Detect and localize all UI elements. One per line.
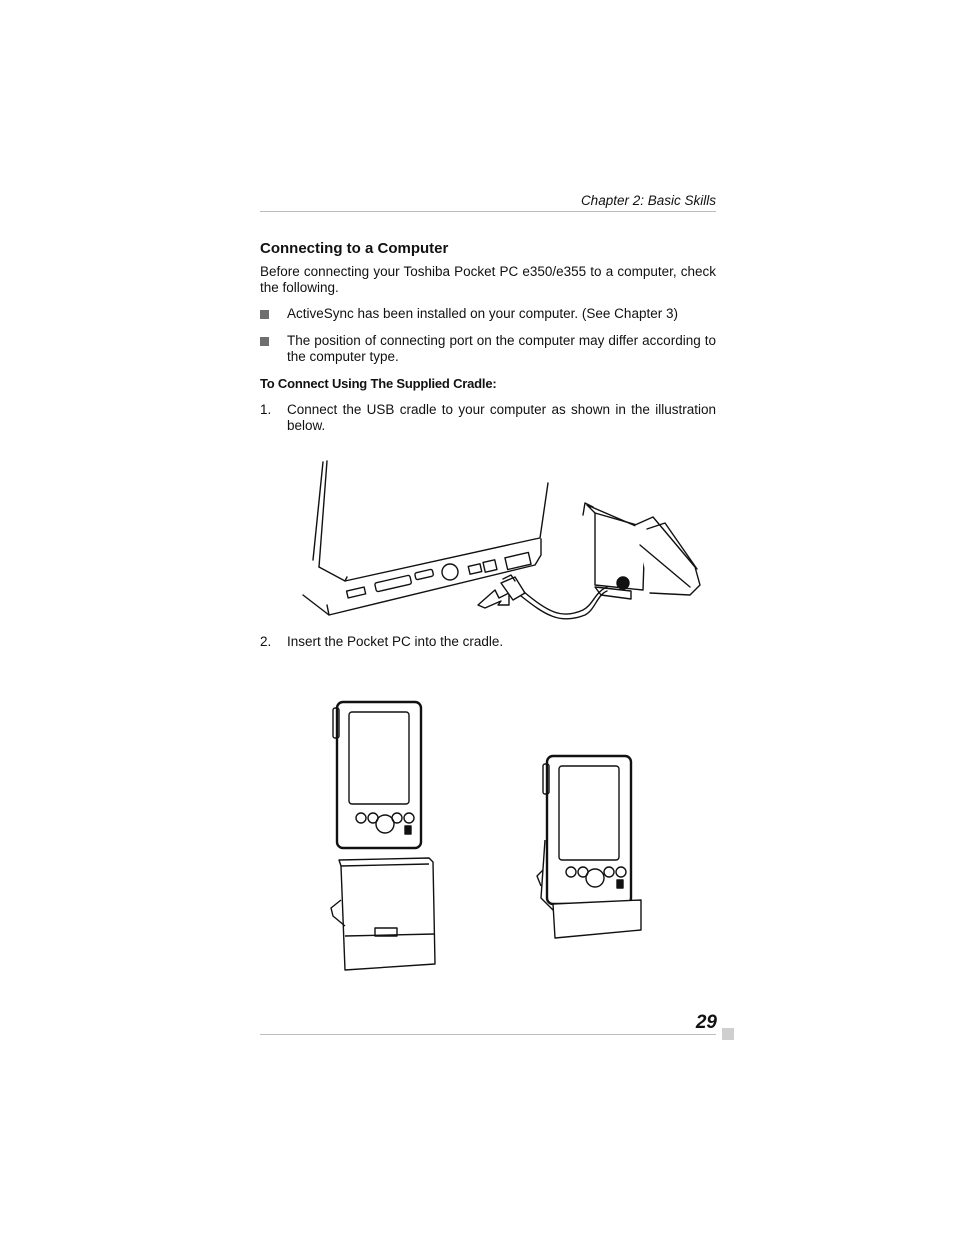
cradle — [331, 858, 435, 970]
page-corner-block — [722, 1028, 734, 1040]
computer-edge-line — [535, 483, 548, 539]
cradle-body — [587, 505, 645, 590]
parallel-port-icon — [375, 575, 412, 592]
computer-usb-cradle-connection-illustration — [295, 455, 707, 630]
subsection-title: To Connect Using The Supplied Cradle: — [260, 376, 497, 391]
footer-rule — [260, 1034, 716, 1035]
computer-edge-line — [313, 462, 323, 560]
step-number: 1. — [260, 402, 272, 417]
bullet-item-2 — [260, 333, 716, 365]
computer-edge-line — [319, 461, 327, 567]
pocket-pc-in-cradle — [537, 756, 641, 938]
step-2 — [260, 634, 716, 650]
bullet-text: ActiveSync has been installed on your computer. (See Chapter 3) — [287, 306, 678, 321]
navigation-pad-icon — [586, 869, 604, 887]
intro-paragraph: Before connecting your Toshiba Pocket PC e350/e355 to a computer, check the following. — [260, 264, 716, 295]
app-button-icon — [404, 813, 414, 823]
pocket-pc-device — [333, 702, 421, 848]
running-header: Chapter 2: Basic Skills — [580, 193, 716, 208]
device-screen — [559, 766, 619, 860]
step-1 — [260, 402, 716, 434]
section-title: Connecting to a Computer — [260, 240, 449, 257]
app-button-icon — [616, 867, 626, 877]
bullet-item-1 — [260, 306, 716, 322]
usb-port-icon — [483, 560, 497, 572]
pocket-pc-inserted-into-cradle-illustration — [325, 690, 650, 980]
computer-panel-top — [319, 539, 535, 581]
app-button-icon — [604, 867, 614, 877]
ps2-port-icon — [442, 564, 458, 580]
app-button-icon — [356, 813, 366, 823]
navigation-pad-icon — [376, 815, 394, 833]
cradle-support — [635, 517, 700, 595]
usb-cable-line — [521, 591, 607, 619]
app-button-icon — [392, 813, 402, 823]
device-screen — [349, 712, 409, 804]
app-button-icon — [566, 867, 576, 877]
step-text: Insert the Pocket PC into the cradle. — [287, 634, 504, 649]
serial-port-icon — [347, 587, 366, 598]
vga-port-icon — [415, 569, 434, 580]
insert-arrow-icon — [478, 590, 509, 608]
step-text: Connect the USB cradle to your computer as shown in the illustration below. — [287, 402, 716, 433]
bullet-text: The position of connecting port on the computer may differ according to the computer type. — [287, 333, 716, 364]
bullet-square-icon — [260, 337, 269, 346]
header-rule — [260, 211, 716, 212]
usb-port-icon — [468, 564, 481, 574]
page-number: 29 — [695, 1012, 717, 1033]
cradle-connector-icon — [617, 577, 629, 589]
bullet-square-icon — [260, 310, 269, 319]
step-number: 2. — [260, 634, 272, 649]
